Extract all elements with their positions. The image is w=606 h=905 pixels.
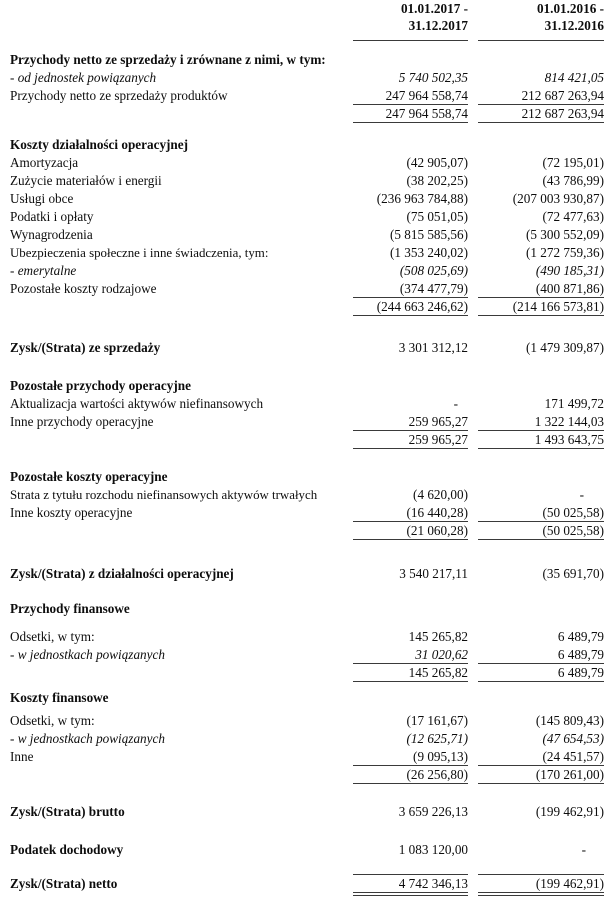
row-label: Zysk/(Strata) ze sprzedaży bbox=[10, 340, 161, 355]
table-row bbox=[0, 88, 606, 105]
subtotal-rule-bottom-col1 bbox=[353, 783, 468, 784]
row-label: - od jednostek powiązanych bbox=[10, 70, 157, 85]
row-value-period-1: (75 051,05) bbox=[406, 209, 468, 224]
table-row bbox=[0, 601, 606, 618]
table-row-result bbox=[0, 804, 606, 821]
subtotal-rule-top-col1 bbox=[353, 104, 468, 105]
net-result-rule-bottom-col1 bbox=[353, 892, 468, 896]
row-value-period-1: (236 963 784,88) bbox=[376, 191, 468, 206]
row-value-period-2: (35 691,70) bbox=[542, 566, 604, 581]
row-value-period-2: (490 185,31) bbox=[535, 263, 604, 278]
row-label: Przychody netto ze sprzedaży produktów bbox=[10, 88, 228, 103]
row-value-period-2: (199 462,91) bbox=[535, 876, 604, 891]
row-label: Aktualizacja wartości aktywów niefinansowych bbox=[10, 396, 264, 411]
row-label: Usługi obce bbox=[10, 191, 74, 206]
subtotal-rule-top-col2 bbox=[478, 430, 604, 431]
row-value-period-1: 31 020,62 bbox=[415, 647, 468, 662]
table-row bbox=[0, 378, 606, 395]
net-result-rule-top-col1 bbox=[353, 874, 468, 875]
net-result-rule-bottom-col2 bbox=[478, 892, 604, 896]
subtotal-rule-top-col2 bbox=[478, 521, 604, 522]
row-value-period-2: (1 479 309,87) bbox=[525, 340, 604, 355]
row-label: Wynagrodzenia bbox=[10, 227, 93, 242]
subtotal-rule-bottom-col1 bbox=[353, 448, 468, 449]
row-value-period-1: 145 265,82 bbox=[408, 629, 468, 644]
row-label: Pozostałe przychody operacyjne bbox=[10, 378, 191, 393]
row-label: Pozostałe koszty rodzajowe bbox=[10, 281, 157, 296]
row-label: Zysk/(Strata) z działalności operacyjnej bbox=[10, 566, 234, 581]
row-label: Pozostałe koszty operacyjne bbox=[10, 469, 168, 484]
table-row bbox=[0, 281, 606, 298]
table-row bbox=[0, 749, 606, 766]
row-value-period-1: (374 477,79) bbox=[399, 281, 468, 296]
row-value-period-1: (9 095,13) bbox=[413, 749, 468, 764]
table-row-subtotal bbox=[0, 665, 606, 682]
column-header-period-2-line2: 31.12.2016 bbox=[544, 18, 604, 33]
column-header-period-2-line1: 01.01.2016 - bbox=[536, 1, 604, 16]
row-value-period-2: 6 489,79 bbox=[557, 647, 604, 662]
row-value-period-2: (72 477,63) bbox=[542, 209, 604, 224]
row-value-period-1: (12 625,71) bbox=[406, 731, 468, 746]
table-row bbox=[0, 245, 606, 262]
row-label: Inne przychody operacyjne bbox=[10, 414, 154, 429]
row-value-period-1: 145 265,82 bbox=[408, 665, 468, 680]
table-row-result bbox=[0, 340, 606, 357]
table-row-subtotal bbox=[0, 299, 606, 316]
table-row bbox=[0, 70, 606, 87]
table-row bbox=[0, 629, 606, 646]
table-row bbox=[0, 469, 606, 486]
subtotal-rule-top-col2 bbox=[478, 297, 604, 298]
table-row bbox=[0, 505, 606, 522]
subtotal-rule-top-col1 bbox=[353, 663, 468, 664]
row-value-period-1: (1 353 240,02) bbox=[389, 245, 468, 260]
row-value-period-1: (5 815 585,56) bbox=[389, 227, 468, 242]
row-label: Zysk/(Strata) brutto bbox=[10, 804, 125, 819]
subtotal-rule-bottom-col1 bbox=[353, 681, 468, 682]
row-label: Przychody finansowe bbox=[10, 601, 130, 616]
table-row bbox=[0, 263, 606, 280]
subtotal-rule-bottom-col1 bbox=[353, 122, 468, 123]
row-label: - emerytalne bbox=[10, 263, 77, 278]
table-row bbox=[0, 731, 606, 748]
header-rule-col2 bbox=[478, 40, 604, 41]
row-value-period-2: (50 025,58) bbox=[542, 505, 604, 520]
subtotal-rule-top-col1 bbox=[353, 430, 468, 431]
row-value-period-1: (17 161,67) bbox=[406, 713, 468, 728]
row-value-period-1: - bbox=[453, 396, 458, 411]
row-label: Inne koszty operacyjne bbox=[10, 505, 133, 520]
row-value-period-2: - bbox=[581, 842, 586, 857]
table-row bbox=[0, 647, 606, 664]
row-value-period-1: (4 620,00) bbox=[413, 487, 468, 502]
row-value-period-2: (214 166 573,81) bbox=[512, 299, 604, 314]
subtotal-rule-top-col2 bbox=[478, 104, 604, 105]
row-label: Zużycie materiałów i energii bbox=[10, 173, 162, 188]
row-value-period-2: (24 451,57) bbox=[542, 749, 604, 764]
subtotal-rule-bottom-col1 bbox=[353, 315, 468, 316]
row-value-period-2: (5 300 552,09) bbox=[525, 227, 604, 242]
row-label: - w jednostkach powiązanych bbox=[10, 647, 165, 662]
row-value-period-1: (26 256,80) bbox=[406, 767, 468, 782]
row-label: Odsetki, w tym: bbox=[10, 629, 95, 644]
row-value-period-2: 814 421,05 bbox=[544, 70, 604, 85]
subtotal-rule-top-col1 bbox=[353, 297, 468, 298]
row-value-period-1: 259 965,27 bbox=[408, 414, 468, 429]
row-value-period-2: (400 871,86) bbox=[535, 281, 604, 296]
row-label: Inne bbox=[10, 749, 34, 764]
net-result-rule-top-col2 bbox=[478, 874, 604, 875]
subtotal-rule-top-col1 bbox=[353, 521, 468, 522]
table-row bbox=[0, 227, 606, 244]
table-row-subtotal bbox=[0, 106, 606, 123]
row-value-period-1: 247 964 558,74 bbox=[385, 88, 468, 103]
row-value-period-2: 1 322 144,03 bbox=[534, 414, 604, 429]
column-header-period-1-line1: 01.01.2017 - bbox=[400, 1, 468, 16]
row-value-period-1: 259 965,27 bbox=[408, 432, 468, 447]
subtotal-rule-bottom-col2 bbox=[478, 783, 604, 784]
column-header-period-1-line2: 31.12.2017 bbox=[408, 18, 468, 33]
row-value-period-2: 212 687 263,94 bbox=[521, 88, 604, 103]
table-row bbox=[0, 137, 606, 154]
table-row bbox=[0, 396, 606, 413]
row-value-period-2: 1 493 643,75 bbox=[534, 432, 604, 447]
column-header-period-2 bbox=[470, 0, 604, 34]
row-label: Ubezpieczenia społeczne i inne świadczenia, tym: bbox=[10, 246, 269, 260]
table-row bbox=[0, 52, 606, 69]
row-label: Zysk/(Strata) netto bbox=[10, 876, 118, 891]
row-value-period-2: (145 809,43) bbox=[535, 713, 604, 728]
table-row bbox=[0, 155, 606, 172]
row-value-period-2: (43 786,99) bbox=[542, 173, 604, 188]
row-label: Przychody netto ze sprzedaży i zrównane z nimi, w tym: bbox=[10, 52, 326, 67]
subtotal-rule-bottom-col2 bbox=[478, 448, 604, 449]
row-value-period-1: (21 060,28) bbox=[406, 523, 468, 538]
subtotal-rule-bottom-col2 bbox=[478, 122, 604, 123]
subtotal-rule-top-col2 bbox=[478, 663, 604, 664]
subtotal-rule-bottom-col2 bbox=[478, 315, 604, 316]
row-value-period-2: 6 489,79 bbox=[557, 629, 604, 644]
table-row-subtotal bbox=[0, 767, 606, 784]
subtotal-rule-top-col1 bbox=[353, 765, 468, 766]
row-value-period-2: 212 687 263,94 bbox=[521, 106, 604, 121]
table-row bbox=[0, 191, 606, 208]
row-value-period-2: (72 195,01) bbox=[542, 155, 604, 170]
row-value-period-1: 3 659 226,13 bbox=[398, 804, 468, 819]
row-value-period-2: 171 499,72 bbox=[544, 396, 604, 411]
header-rule-col1 bbox=[353, 40, 468, 41]
row-value-period-1: 4 742 346,13 bbox=[398, 876, 468, 891]
row-value-period-2: (170 261,00) bbox=[535, 767, 604, 782]
row-label: Podatek dochodowy bbox=[10, 842, 124, 857]
subtotal-rule-top-col2 bbox=[478, 765, 604, 766]
row-value-period-1: 1 083 120,00 bbox=[398, 842, 468, 857]
row-label: Koszty finansowe bbox=[10, 690, 109, 705]
table-row bbox=[0, 173, 606, 190]
row-value-period-2: 6 489,79 bbox=[557, 665, 604, 680]
row-label: Amortyzacja bbox=[10, 155, 79, 170]
table-row bbox=[0, 414, 606, 431]
table-row-net-result bbox=[0, 876, 606, 893]
column-header-period-1 bbox=[352, 0, 468, 34]
table-row-result bbox=[0, 566, 606, 583]
row-label: Koszty działalności operacyjnej bbox=[10, 137, 189, 152]
table-row-subtotal bbox=[0, 523, 606, 540]
table-row-result bbox=[0, 842, 606, 859]
row-label: Strata z tytułu rozchodu niefinansowych aktywów trwałych bbox=[10, 488, 318, 502]
row-value-period-1: 3 301 312,12 bbox=[398, 340, 468, 355]
table-row bbox=[0, 713, 606, 730]
row-value-period-1: 3 540 217,11 bbox=[399, 566, 468, 581]
row-value-period-1: (244 663 246,62) bbox=[376, 299, 468, 314]
row-value-period-2: (1 272 759,36) bbox=[525, 245, 604, 260]
row-value-period-2: (50 025,58) bbox=[542, 523, 604, 538]
row-value-period-1: 5 740 502,35 bbox=[398, 70, 468, 85]
row-label: Podatki i opłaty bbox=[10, 209, 94, 224]
row-value-period-1: 247 964 558,74 bbox=[385, 106, 468, 121]
row-value-period-1: (16 440,28) bbox=[406, 505, 468, 520]
row-label: - w jednostkach powiązanych bbox=[10, 731, 165, 746]
row-value-period-2: (207 003 930,87) bbox=[512, 191, 604, 206]
row-value-period-1: (38 202,25) bbox=[406, 173, 468, 188]
row-value-period-2: - bbox=[579, 487, 584, 502]
table-row-subtotal bbox=[0, 432, 606, 449]
subtotal-rule-bottom-col1 bbox=[353, 539, 468, 540]
table-row bbox=[0, 209, 606, 226]
subtotal-rule-bottom-col2 bbox=[478, 681, 604, 682]
row-value-period-1: (508 025,69) bbox=[399, 263, 468, 278]
row-value-period-2: (47 654,53) bbox=[542, 731, 604, 746]
row-value-period-1: (42 905,07) bbox=[406, 155, 468, 170]
row-label: Odsetki, w tym: bbox=[10, 713, 95, 728]
table-row bbox=[0, 487, 606, 504]
subtotal-rule-bottom-col2 bbox=[478, 539, 604, 540]
row-value-period-2: (199 462,91) bbox=[535, 804, 604, 819]
table-row bbox=[0, 690, 606, 707]
